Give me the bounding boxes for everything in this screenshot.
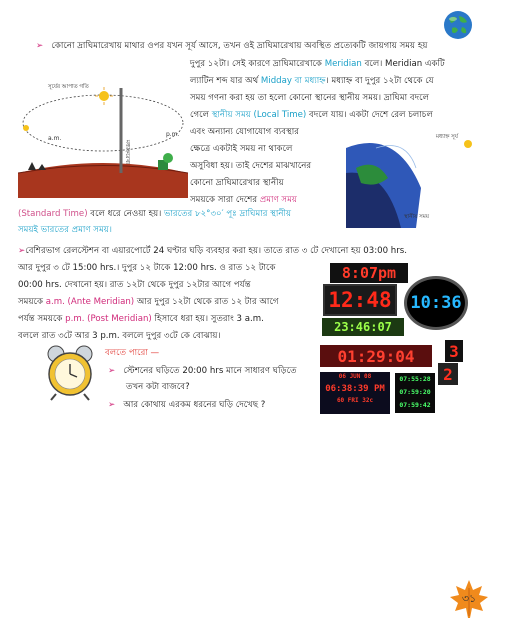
ask-question-2: ➢ আর কোথায় এরকম ধরনের ঘড়ি দেখেছ ? — [108, 400, 266, 410]
clock-calendar — [320, 372, 390, 414]
para1-line12: সময়ই ভারতের প্রমাণ সময়। — [18, 225, 112, 235]
clock-10-36: 10:36 — [404, 276, 468, 330]
para2-line4: সময়কে a.m. (Ante Meridian) আর দুপুর ১২টা থেকে রাত ১২ টার আগে — [18, 297, 279, 307]
para2-line3: 00:00 hrs. দেখানো হয়। রাত ১২টা থেকে দুপুর ১২টার আগে পর্যন্ত — [18, 280, 251, 290]
para2-line5: পর্যন্ত সময়কে p.m. (Post Meridian) হিসাবে ধরা হয়। সুতরাং 3 a.m. — [18, 314, 264, 324]
am-label: a.m. — [48, 135, 62, 142]
clock-01-29-04: 01:29:04 — [320, 345, 432, 367]
para1-line10: সময়কে সারা দেশের প্রমাণ সময় — [190, 195, 297, 205]
clock-12-48: 12:48 — [323, 284, 397, 316]
clock-green-line-3: 07:59:42 — [399, 401, 431, 409]
para1-line8: অসুবিধা হয়। তাই দেশের মাঝখানের — [190, 161, 312, 171]
pm-label: p.m. — [166, 131, 180, 138]
sun-path-label: সূর্যের আপাত গতি — [48, 84, 89, 90]
globe-icon — [443, 10, 473, 40]
clock-calendar-extra: 60 FRI 32c — [336, 397, 374, 404]
para1-line2: দুপুর ১২টা। সেই কারণে দ্রাঘিমারেখাকে Meridian বলে। Meridian একটি — [190, 59, 445, 69]
clock-8-07pm: 8:07pm — [330, 263, 408, 283]
ask-heading: বলতে পারো — — [105, 348, 160, 358]
clock-calendar-date: 06 JUN 08 — [338, 373, 372, 380]
globe-illustration — [346, 128, 482, 228]
clock-green-line-2: 07:59:20 — [399, 388, 431, 396]
clock-green-stack — [395, 373, 435, 413]
clock-calendar-time: 06:38:39 PM — [325, 384, 385, 394]
bullet-icon: ➢ — [36, 41, 44, 51]
clock-green-line-1: 07:55:28 — [399, 375, 431, 383]
clock-digit-3: 3 — [445, 340, 463, 362]
para1-line1: ➢ কোনো দ্রাঘিমারেখায় মাথার ওপর যখন সূর্য আসে, তখন ওই দ্রাঘিমারেখায় অবস্থিত প্রত্যেকটি জায়গায় সময় হয় — [36, 41, 428, 51]
para1-line4: সময় গণনা করা হয় তা হলো কোনো স্থানের স্থানীয় সময়। দ্রাঘিমা বদলে — [190, 93, 429, 103]
para1-line5: গেলে স্থানীয় সময় (Local Time) বদলে যায়। একটা দেশে রেল চলাচল — [190, 110, 433, 120]
meridian-label: মধ্যাহ্নরেখা — [124, 140, 130, 164]
midday-sun-label: মধ্যাহ্ন সূর্য — [436, 134, 458, 140]
local-time-label: স্থানীয় সময় — [404, 214, 430, 220]
para1-line11: (Standard Time) বলে ধরে নেওয়া হয়। ভারতের ৮২°৩০′ পূঃ দ্রাঘিমার স্থানীয় — [18, 209, 292, 219]
para1-line9: কোনো দ্রাঘিমারেখার স্থানীয় — [190, 178, 284, 188]
alarm-clock-illustration — [40, 344, 100, 402]
clock-digit-2: 2 — [438, 363, 458, 385]
bullet-icon: ➢ — [108, 366, 116, 376]
ask-question-1-cont: তখন কটা বাজবে? — [126, 382, 190, 392]
clock-23-46-07: 23:46:07 — [322, 318, 404, 336]
ask-question-1: ➢ স্টেশনের ঘড়িতে 20:00 hrs মানে সাধারণ ঘড়িতে — [108, 366, 297, 376]
para2-line6: বললে রাত ৩টে আর 3 p.m. বললে দুপুর ৩টে কে বোঝায়। — [18, 331, 221, 341]
para1-line3: ল্যাটিন শব্দ যার অর্থ Midday বা মধ্যাহ্ন। মধ্যাহ্ন বা দুপুর ১২টা থেকে যে — [190, 76, 434, 86]
para2-line2: আর দুপুর ৩ টে 15:00 hrs.। দুপুর ১২ টাকে 12:00 hrs. ও রাত ১২ টাকে — [18, 263, 276, 273]
para1-line7: ক্ষেত্রে একটাই সময় না থাকলে — [190, 144, 293, 154]
bullet-icon: ➢ — [18, 246, 26, 256]
para1-line6: এবং অন্যান্য যোগাযোগ ব্যবস্থার — [190, 127, 299, 137]
sun-path-diagram — [18, 78, 188, 198]
page-number: ৩১ — [461, 592, 477, 605]
para2-line1: ➢বেশিরভাগ রেলস্টেশন বা এয়ারপোর্টে 24 ঘণ্টার ঘড়ি ব্যবহার করা হয়। তাতে রাত ৩ টে দেখানো হয় 03:00 hrs. — [18, 246, 407, 256]
bullet-icon: ➢ — [108, 400, 116, 410]
